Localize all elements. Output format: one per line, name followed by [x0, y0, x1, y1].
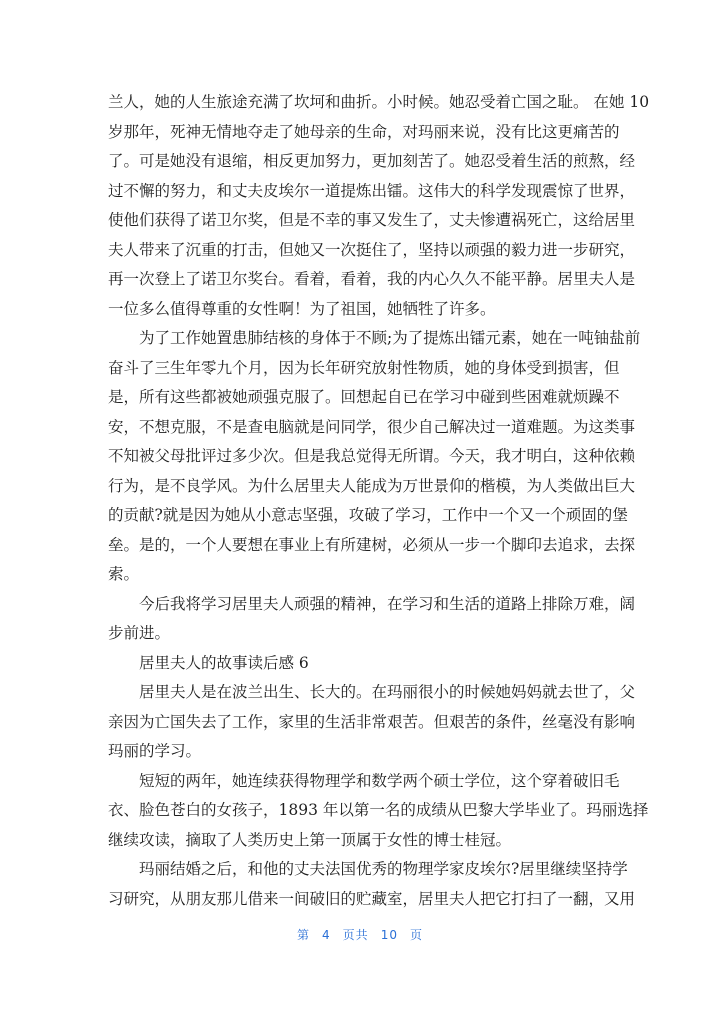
text-line: 岁那年，死神无情地夺走了她母亲的生命，对玛丽来说，没有比这更痛苦的 [108, 122, 620, 141]
text-line: 玛丽的学习。 [108, 742, 202, 760]
text-line: 的贡献?就是因为她从小意志坚强，攻破了学习，工作中一个又一个顽固的堡 [108, 506, 628, 524]
footer-suffix: 页 [409, 928, 423, 942]
text-line: 是，所有这些都被她顽强克服了。回想起自已在学习中碰到些困难就烦躁不 [108, 388, 620, 406]
current-page-number: 4 [322, 928, 331, 942]
document-body [108, 88, 650, 914]
text-line: 行为，是不良学风。为什么居里夫人能成为万世景仰的楷模，为人类做出巨大 [108, 476, 636, 495]
text-line: 兰人，她的人生旅途充满了坎坷和曲折。小时候。她忍受着亡国之耻。 在她 10 [108, 93, 650, 111]
text-line: 玛丽结婚之后，和他的丈夫法国优秀的物理学家皮埃尔?居里继续坚持学 [139, 860, 628, 878]
text-line: 继续攻读，摘取了人类历史上第一顶属于女性的博士桂冠。 [108, 830, 512, 849]
text-line: 垒。是的，一个人要想在事业上有所建树，必须从一步一个脚印去追求，去探 [108, 535, 636, 554]
text-line: 为了工作她置患肺结核的身体于不顾;为了提炼出镭元素，她在一吨铀盐前 [139, 329, 641, 347]
text-line: 过不懈的努力，和丈夫皮埃尔一道提炼出镭。这伟大的科学发现震惊了世界， [108, 181, 636, 200]
page-footer [0, 926, 720, 943]
text-line: 奋斗了三生年零九个月，因为长年研究放射性物质，她的身体受到损害，但 [108, 358, 620, 377]
text-line: 居里夫人的故事读后感 6 [139, 653, 309, 672]
text-line: 再一次登上了诺卫尔奖台。看着，看着，我的内心久久不能平静。居里夫人是 [108, 270, 636, 288]
footer-middle: 页共 [342, 928, 369, 942]
text-line: 安，不想克服，不是查电脑就是问同学，很少自己解决过一道难题。为这类事 [108, 417, 636, 436]
text-line: 今后我将学习居里夫人顽强的精神，在学习和生活的道路上排除万难，阔 [139, 594, 636, 613]
text-line: 了。可是她没有退缩，相反更加努力，更加刻苦了。她忍受着生活的煎熬，经 [108, 152, 636, 170]
text-line: 短短的两年，她连续获得物理学和数学两个硕士学位，这个穿着破旧毛 [139, 771, 620, 790]
text-line: 步前进。 [108, 624, 171, 642]
text-line: 居里夫人是在波兰出生、长大的。在玛丽很小的时候她妈妈就去世了，父 [139, 683, 636, 701]
footer-prefix: 第 [297, 928, 311, 942]
total-pages-number: 10 [380, 928, 398, 942]
text-line: 衣、脸色苍白的女孩子，1893 年以第一名的成绩从巴黎大学毕业了。玛丽选择 [108, 801, 649, 819]
text-line: 索。 [108, 565, 140, 583]
text-line: 不知被父母批评过多少次。但是我总觉得无所谓。今天，我才明白，这种依赖 [108, 447, 636, 465]
text-line: 一位多么值得尊重的女性啊！为了祖国，她牺牲了许多。 [108, 299, 496, 318]
text-line: 亲因为亡国失去了工作，家里的生活非常艰苦。但艰苦的条件，丝毫没有影响 [108, 712, 636, 731]
text-line: 习研究，从朋友那儿借来一间破旧的贮藏室，居里夫人把它打扫了一翻，又用 [108, 889, 636, 908]
text-line: 使他们获得了诺卫尔奖，但是不幸的事又发生了，丈夫惨遭祸死亡，这给居里 [108, 211, 636, 229]
text-line: 夫人带来了沉重的打击，但她又一次挺住了，坚持以顽强的毅力进一步研究， [108, 240, 636, 259]
